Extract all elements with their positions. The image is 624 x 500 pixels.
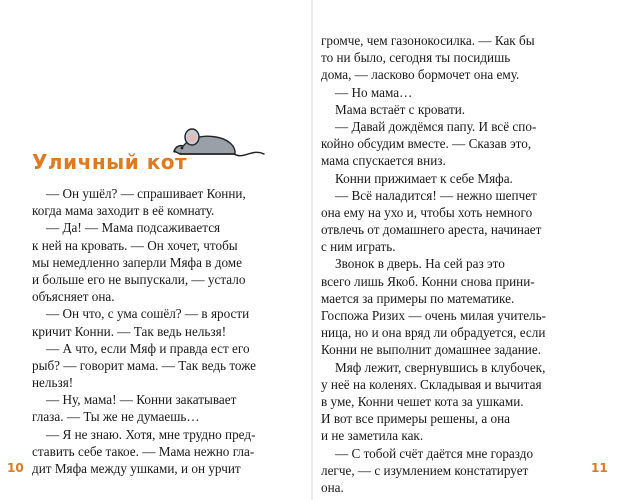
text-line: когда мама заходит в её комнату.	[32, 203, 215, 219]
text-line: кричит Конни. — Так ведь нельзя!	[32, 323, 227, 339]
text-line: — Да! — Мама подсаживается	[46, 220, 221, 236]
text-line: — Он ушёл? — спрашивает Конни,	[46, 186, 246, 201]
text-line: койно обсудим вместе. — Сказав это,	[321, 136, 532, 152]
text-line: у неё на коленях. Складывая и вычитая	[321, 376, 542, 392]
text-line: — С тобой счёт даётся мне гораздо	[335, 445, 534, 461]
text-line: и не заметила как.	[321, 428, 424, 444]
text-line: Звонок в дверь. На сей раз это	[335, 256, 505, 272]
text-line: Конни прижимает к себе Мяфа.	[335, 170, 513, 186]
text-line: — А что, если Мяф и правда ест его	[46, 340, 250, 356]
text-line: дома, — ласково бормочет она ему.	[321, 67, 520, 83]
right-page	[312, 0, 624, 500]
text-line: глаза. — Ты же не думаешь…	[32, 409, 200, 425]
text-line: мама спускается вниз.	[321, 153, 446, 169]
chapter-title: Уличный кот	[32, 150, 188, 174]
text-line: всего лишь Якоб. Конни снова прини-	[321, 273, 535, 289]
right-body-text	[321, 32, 546, 496]
text-line: И вот все примеры решены, а она	[321, 411, 511, 427]
text-line: к ней на кровать. — Он хочет, чтобы	[32, 237, 238, 253]
text-line: Мяф лежит, свернувшись в клубочек,	[335, 359, 546, 375]
text-line: легче, — с изумлением констатирует	[321, 462, 529, 478]
text-line: громче, чем газонокосилка. — Как бы	[321, 33, 535, 48]
text-line: — Он что, с ума сошёл? — в ярости	[46, 306, 250, 322]
page-number-left: 10	[7, 461, 24, 475]
text-line: то ни было, сегодня ты посидишь	[321, 50, 511, 66]
text-line: нельзя!	[32, 375, 74, 391]
text-line: — Давай дождёмся папу. И всё спо-	[335, 118, 537, 134]
text-line: ставить себе такое. — Мама нежно гла-	[32, 443, 255, 459]
text-line: — Я не знаю. Хотя, мне трудно пред-	[46, 426, 256, 442]
left-body-text	[32, 185, 256, 477]
text-line: в уме, Конни чешет кота за ушками.	[321, 393, 524, 409]
text-line: мается за примеры по математике.	[321, 290, 515, 306]
text-line: ница, но и она вряд ли обрадуется, если	[321, 325, 546, 341]
text-line: — Но мама…	[335, 84, 413, 100]
text-line: дит Мяфа между ушками, и он урчит	[32, 461, 241, 476]
text-line: она.	[321, 479, 344, 495]
text-line: Мама встаёт с кровати.	[335, 101, 466, 117]
text-line: Конни не выполнит домашнее задание.	[321, 342, 541, 358]
text-line: рыб? — говорит мама. — Так ведь тоже	[32, 357, 256, 373]
text-line: она ему на ухо и, чтобы хоть немного	[321, 204, 533, 220]
text-line: объясняет она.	[32, 289, 115, 305]
text-line: — Всё наладится! — нежно шепчет	[335, 187, 537, 203]
text-line: отвлечь от домашнего ареста, начинает	[321, 222, 542, 238]
text-line: мы немедленно заперли Мяфа в доме	[32, 254, 243, 270]
text-line: Госпожа Ризих — очень милая учитель-	[321, 308, 547, 323]
text-line: и больше его не выпускали, — устало	[32, 271, 246, 287]
text-line: с ним играть.	[321, 239, 396, 255]
text-line: — Ну, мама! — Конни закатывает	[46, 392, 237, 408]
page-number-right: 11	[591, 461, 608, 475]
